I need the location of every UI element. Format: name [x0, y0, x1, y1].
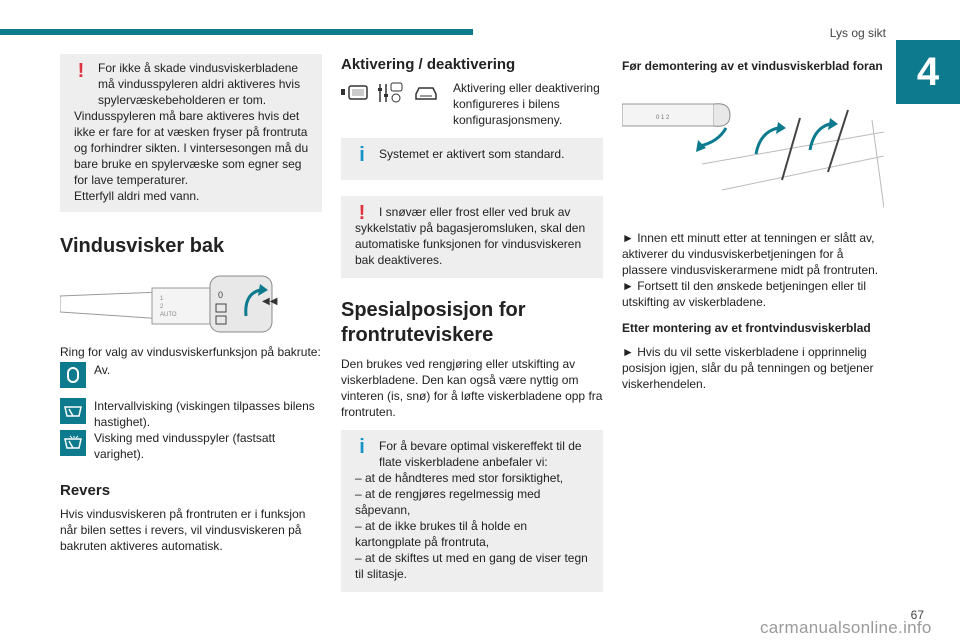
- function-washer-text: Visking med vindusspyler (fastsatt varighet).: [94, 431, 276, 461]
- tips-item: – at de ikke brukes til å holde en kartongplate på frontruta,: [355, 519, 528, 549]
- function-intermittent-text: Intervallvisking (viskingen tilpasses bilens hastighet).: [94, 399, 315, 429]
- warning-icon: !: [358, 202, 366, 224]
- step-2: ► Fortsett til den ønskede betjeningen eller til utskifting av viskerbladene.: [622, 279, 867, 309]
- activation-text-content: Aktivering eller deaktivering konfigureres i bilens konfigurasjonsmeny.: [453, 81, 600, 127]
- rear-wiper-off-icon: [60, 362, 86, 388]
- fluid-warning-box: [60, 54, 322, 212]
- watermark: carmanualsonline.info: [760, 618, 932, 637]
- before-removal-title: Før demontering av et vindusviskerblad foran: [622, 59, 883, 73]
- tips-item: – at de skiftes ut med en gang de viser tegn til slitasje.: [355, 551, 588, 581]
- revers-text: Hvis vindusviskeren på frontruten er i funksjon når bilen settes i revers, vil vindusviskeren på bakruten aktiveres automatisk.: [60, 507, 306, 553]
- function-off-text: Av.: [94, 363, 111, 377]
- page-number: 67: [910, 608, 924, 622]
- right-column: [622, 58, 884, 392]
- activation-block: [341, 80, 603, 128]
- revers-title: Revers: [60, 482, 111, 499]
- function-row-washer: [60, 430, 322, 462]
- tips-intro: For å bevare optimal viskereffekt til de flate viskerbladene anbefaler vi:: [379, 439, 582, 469]
- left-column: [60, 54, 322, 554]
- section-title: Lys og sikt: [829, 26, 886, 40]
- activation-title: Aktivering / deaktivering: [341, 56, 516, 73]
- chapter-tab: 4: [896, 40, 960, 104]
- step-1: ► Innen ett minutt etter at tenningen er slått av, aktiverer du vindusviskerbetjeningen for å plassere vindusviskerarmene midt på frontruten.: [622, 231, 879, 277]
- snow-warning-content: I snøvær eller frost eller ved bruk av sykkelstativ på bagasjeromsluken, skal den automatiske funksjonen for vindusviskeren bak deaktiveres.: [355, 205, 586, 267]
- activation-icons: [341, 82, 439, 108]
- default-info-text: Systemet er aktivert som standard.: [379, 147, 565, 161]
- header-accent-bar: [0, 29, 473, 35]
- info-icon: i: [359, 144, 365, 166]
- tips-item: – at de rengjøres regelmessig med såpevann,: [355, 487, 541, 517]
- screen-icon: [341, 85, 371, 105]
- special-position-text: Den brukes ved rengjøring eller utskifting av viskerbladene. Den kan også være nyttig om vinteren (is, snø) for å løfte viskerbladene opp fra frontruten.: [341, 357, 603, 419]
- after-mounting-title: Etter montering av et frontvindusviskerblad: [622, 321, 871, 335]
- warning-line-2: Vindusspyleren må bare aktiveres hvis det ikke er fare for at væsken fryser på frontruta og forhindrer sikten. I vintersesongen må du bare bruke en spylervæske som egner seg for lave temperaturer.: [74, 109, 309, 187]
- rear-wiper-stalk-illustration: [60, 272, 322, 336]
- settings-icon: [377, 82, 403, 108]
- warning-icon: !: [77, 60, 85, 82]
- function-row-off: [60, 362, 322, 388]
- snow-warning-box: [341, 196, 603, 278]
- svg-text:0 1 2: 0 1 2: [656, 115, 670, 121]
- tips-info-box: [341, 430, 603, 592]
- svg-text:2: 2: [160, 304, 164, 310]
- svg-text:◀◀: ◀◀: [262, 296, 278, 307]
- snow-warning-text: [355, 204, 593, 268]
- rear-wiper-title: Vindusvisker bak: [60, 235, 225, 257]
- after-mounting-text: ► Hvis du vil sette viskerbladene i opprinnelig posisjon igjen, slår du på tenningen og betjener viskerhendelen.: [622, 345, 874, 391]
- function-row-intermittent: [60, 398, 322, 430]
- default-info-box: [341, 138, 603, 180]
- rear-wiper-washer-icon: [60, 430, 86, 456]
- rear-wiper-intermittent-icon: [60, 398, 86, 424]
- warning-line-3: Etterfyll aldri med vann.: [74, 189, 200, 203]
- svg-text:1: 1: [160, 296, 164, 302]
- tips-item: – at de håndteres med stor forsiktighet,: [355, 471, 564, 485]
- warning-line-1: For ikke å skade vindusviskerbladene må vindusspyleren aldri aktiveres hvis spylervæskebeholderen er tom.: [98, 61, 301, 107]
- front-wiper-illustration: [622, 80, 884, 208]
- info-icon: i: [359, 436, 365, 458]
- svg-text:0: 0: [218, 290, 224, 300]
- svg-text:AUTO: AUTO: [160, 312, 177, 318]
- special-position-title: Spesialposisjon for frontruteviskere: [341, 299, 526, 346]
- middle-column: [341, 56, 603, 592]
- car-icon: [413, 84, 439, 106]
- ring-description: Ring for valg av vindusviskerfunksjon på bakrute:: [60, 345, 321, 359]
